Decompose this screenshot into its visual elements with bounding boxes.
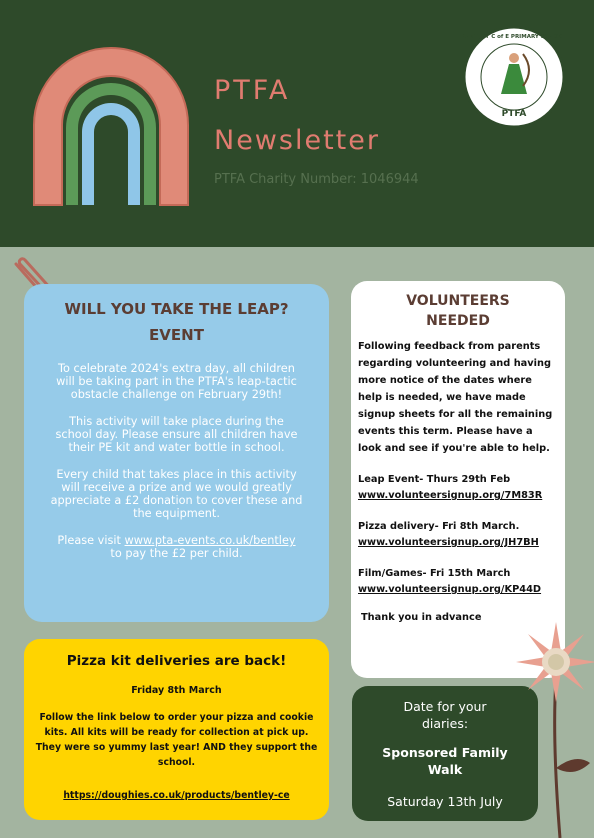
flower-icon bbox=[516, 618, 594, 838]
volunteer-signup-link[interactable]: www.volunteersignup.org/7M83R bbox=[358, 490, 543, 501]
leap-visit-text: Please visit bbox=[57, 534, 125, 547]
logo-ptfa-text: PTFA bbox=[501, 109, 527, 119]
date-heading-line1: Date for your bbox=[403, 699, 487, 714]
volunteer-event-label: Leap Event- Thurs 29th Feb bbox=[358, 474, 511, 485]
leap-pay-text: to pay the £2 per child. bbox=[110, 547, 243, 560]
leap-title bbox=[50, 296, 303, 348]
charity-number: PTFA Charity Number: 1046944 bbox=[214, 172, 419, 187]
volunteers-title bbox=[358, 291, 558, 331]
date-event-line2: Walk bbox=[427, 762, 463, 777]
volunteers-title-line1: VOLUNTEERS bbox=[406, 293, 510, 309]
leap-paragraph-1: To celebrate 2024's extra day, all children will be taking part in the PTFA's leap-tactic obstacle challenge on February 29th! bbox=[56, 362, 297, 401]
date-heading bbox=[360, 698, 530, 732]
header-banner bbox=[0, 0, 594, 247]
title-ptfa: PTFA bbox=[214, 75, 291, 106]
pizza-title: Pizza kit deliveries are back! bbox=[66, 653, 287, 669]
date-for-diaries-card bbox=[352, 686, 538, 821]
volunteer-signup-link[interactable]: www.volunteersignup.org/KP44D bbox=[358, 584, 542, 595]
logo-school-text: BENTLEY C of E PRIMARY SCHOOL bbox=[461, 34, 567, 40]
volunteers-body: Following feedback from parents regarding volunteering and having more notice of the dates where help is needed, we have made signup sheets for all the remaining events this term. Please have a look and see if you're able to help. bbox=[358, 341, 553, 454]
school-logo bbox=[461, 24, 567, 130]
volunteer-event bbox=[358, 519, 558, 551]
date-heading-line2: diaries: bbox=[421, 716, 469, 731]
leap-title-line1: WILL YOU TAKE THE LEAP? bbox=[64, 300, 289, 318]
pizza-order-link[interactable]: https://doughies.co.uk/products/bentley-ce bbox=[63, 790, 290, 801]
leap-paragraph-3: Every child that takes place in this activity will receive a prize and we would greatly appreciate a £2 donation to cover these and the equipment. bbox=[50, 468, 303, 520]
title-newsletter: Newsletter bbox=[214, 125, 380, 156]
leap-paragraph-4 bbox=[50, 534, 303, 560]
pizza-body: Follow the link below to order your pizza and cookie kits. All kits will be ready for collection at pick up. They were so yummy last year! AND they support the school. bbox=[35, 712, 318, 768]
leap-title-line2: EVENT bbox=[149, 326, 204, 344]
volunteer-signup-link[interactable]: www.volunteersignup.org/JH7BH bbox=[358, 537, 539, 548]
date-event-line1: Sponsored Family bbox=[382, 745, 508, 760]
date-event-name bbox=[360, 744, 530, 778]
volunteer-event-label: Film/Games- Fri 15th March bbox=[358, 568, 511, 579]
pizza-date: Friday 8th March bbox=[131, 685, 222, 696]
volunteer-event bbox=[358, 566, 558, 598]
volunteer-event bbox=[358, 472, 558, 504]
pta-events-link[interactable]: www.pta-events.co.uk/bentley bbox=[124, 534, 296, 547]
pizza-card bbox=[24, 639, 329, 820]
rainbow-icon bbox=[26, 30, 196, 210]
volunteers-title-line2: NEEDED bbox=[426, 313, 490, 329]
volunteers-thanks: Thank you in advance bbox=[361, 612, 482, 623]
leap-paragraph-2: This activity will take place during the school day. Please ensure all children have their PE kit and water bottle in school. bbox=[55, 415, 298, 454]
volunteer-event-label: Pizza delivery- Fri 8th March. bbox=[358, 521, 520, 532]
date-when: Saturday 13th July bbox=[387, 794, 503, 809]
leap-event-card bbox=[24, 284, 329, 622]
